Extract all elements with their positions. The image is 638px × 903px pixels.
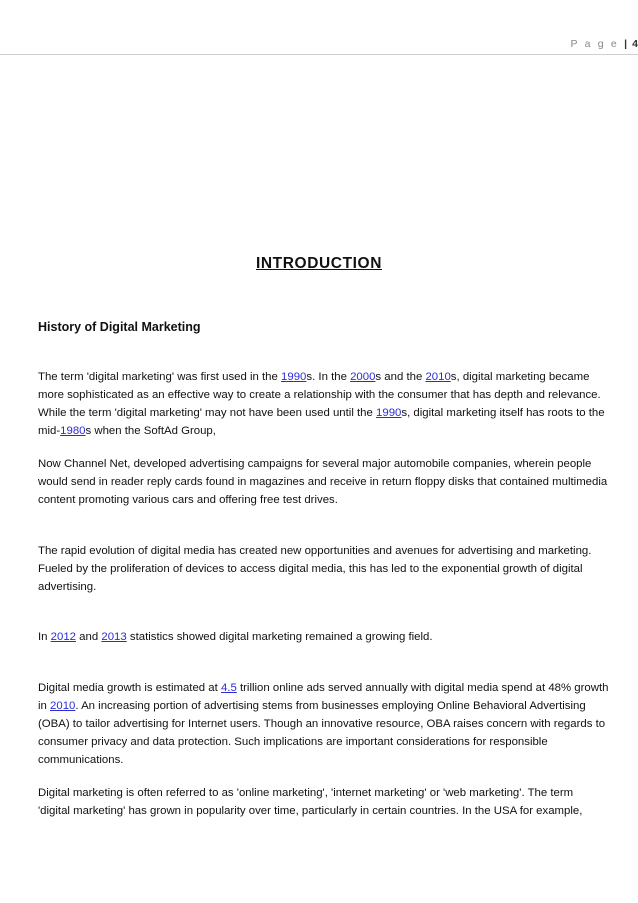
document-title: INTRODUCTION — [255, 255, 383, 272]
paragraph — [38, 542, 638, 596]
text-line: (OBA) to tailor advertising for Internet users. Though an innovative resource, OBA raises concern with regards to — [38, 718, 606, 730]
text-line: Fueled by the proliferation of devices to access digital media, this has led to the exponential growth of digital — [38, 563, 583, 575]
year-link[interactable]: 4.5 — [220, 682, 237, 694]
text-line: more sophisticated as an effective way to create a relationship with the consumer that has depth and relevance. — [38, 389, 601, 401]
page-separator: | — [624, 38, 628, 50]
section-heading: History of Digital Marketing — [38, 320, 201, 334]
text-line: The term 'digital marketing' was first used in the 1990s. In the 2000s and the 2010s, digital marketing became — [38, 371, 590, 383]
text-line: Digital media growth is estimated at 4.5 trillion online ads served annually with digital media spend at 48% growth — [38, 682, 609, 694]
paragraph — [38, 679, 638, 769]
text-line: mid-1980s when the SoftAd Group, — [38, 425, 216, 437]
year-link[interactable]: 2012 — [50, 631, 77, 643]
year-link[interactable]: 1990 — [281, 371, 307, 383]
year-link[interactable]: 2000 — [350, 371, 376, 383]
year-link[interactable]: 2010 — [425, 371, 451, 383]
paragraph — [38, 784, 638, 820]
year-link[interactable]: 1990 — [376, 407, 402, 419]
text-line: content promoting various cars and offering free test drives. — [38, 494, 338, 506]
page-header — [0, 30, 638, 55]
text-line: communications. — [38, 754, 124, 766]
page-number — [570, 38, 638, 50]
page-label: P a g e — [570, 38, 619, 50]
text-line: The rapid evolution of digital media has created new opportunities and avenues for advertising and marketing. — [38, 545, 592, 557]
text-line: In 2012 and 2013 statistics showed digital marketing remained a growing field. — [38, 631, 433, 643]
text-line: would send in reader reply cards found in magazines and receive in return floppy disks that contained multimedia — [38, 476, 608, 488]
year-link[interactable]: 1980 — [60, 425, 86, 437]
text-line: advertising. — [38, 581, 97, 593]
text-line: While the term 'digital marketing' may not have been used until the 1990s, digital marketing itself has roots to the — [38, 407, 605, 419]
year-link[interactable]: 2013 — [101, 631, 127, 643]
text-line: in 2010. An increasing portion of advertising stems from businesses employing Online Behavioral Advertising — [38, 700, 586, 712]
text-line: consumer privacy and data protection. Such implications are important considerations for responsible — [38, 736, 548, 748]
text-line: 'digital marketing' has grown in popularity over time, particularly in certain countries. In the USA for example, — [38, 805, 583, 817]
year-link[interactable]: 2010 — [50, 700, 76, 712]
text-line: Digital marketing is often referred to as 'online marketing', 'internet marketing' or 'web marketing'. The term — [38, 787, 574, 799]
paragraph — [38, 455, 638, 509]
page-number-value: 4 — [632, 38, 638, 50]
text-line: Now Channel Net, developed advertising campaigns for several major automobile companies, wherein people — [38, 458, 592, 470]
paragraph — [38, 368, 638, 440]
paragraph — [38, 628, 638, 646]
